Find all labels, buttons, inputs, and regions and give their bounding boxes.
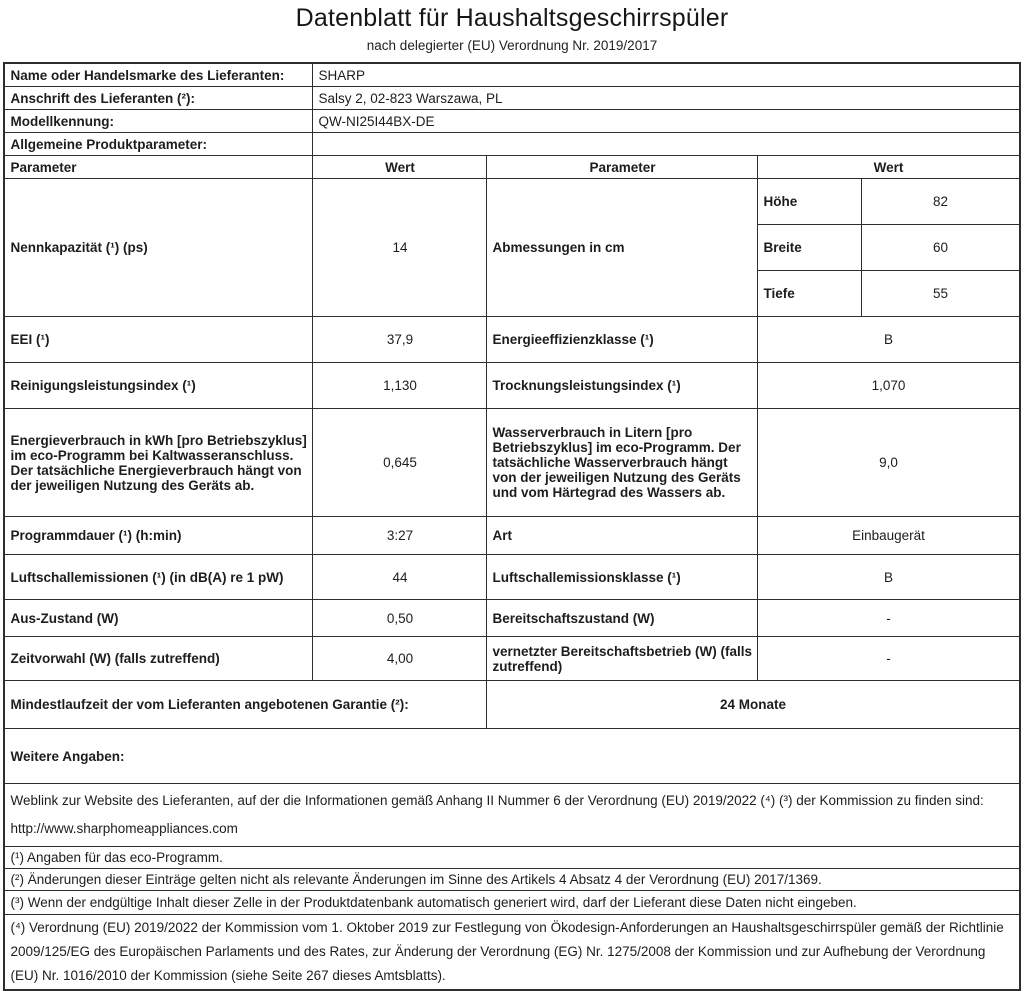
type-label: Art (487, 517, 758, 555)
footnote-3: (³) Wenn der endgültige Inhalt dieser Zelle in der Produktdatenbank automatisch generiert wird, darf der Lieferant diese Daten nicht eingeben. (5, 891, 1019, 915)
page-title: Datenblatt für Haushaltsgeschirrspüler (295, 4, 729, 32)
table-header-row (5, 156, 1019, 179)
cleaning-index-row (5, 363, 1019, 409)
noise-emission-value: 44 (313, 555, 487, 600)
programme-duration-value: 3:27 (313, 517, 487, 555)
programme-duration-row (5, 517, 1019, 555)
programme-duration-label: Programmdauer (¹) (h:min) (5, 517, 313, 555)
capacity-label: Nennkapazität (¹) (ps) (5, 179, 313, 317)
footnote-2-row (5, 869, 1019, 891)
delay-start-row (5, 637, 1019, 681)
off-mode-row (5, 600, 1019, 637)
energy-class-label: Energieeffizienzklasse (¹) (487, 317, 758, 363)
footnote-2: (²) Änderungen dieser Einträge gelten nicht als relevante Änderungen im Sinne des Artikels 4 Absatz 4 der Verordnung (EU) 2017/1369. (5, 869, 1019, 891)
page-subtitle: nach delegierter (EU) Verordnung Nr. 2019/2017 (366, 38, 658, 53)
header-wert-left: Wert (313, 156, 487, 179)
water-consumption-label: Wasserverbrauch in Litern [pro Betriebszyklus] im eco-Programm. Der tatsächliche Wasserverbrauch hängt von der jeweiligen Nutzung des Geräts und vom Härtegrad des Wassers ab. (487, 409, 758, 517)
header-parameter-right: Parameter (487, 156, 758, 179)
dimension-height-value: 82 (862, 179, 1019, 225)
datasheet-table (4, 63, 1019, 990)
further-info-row (5, 729, 1019, 784)
water-consumption-value: 9,0 (758, 409, 1019, 517)
header-parameter-left: Parameter (5, 156, 313, 179)
dimension-depth-label: Tiefe (758, 271, 862, 317)
weblink-text: Weblink zur Website des Lieferanten, auf der die Informationen gemäß Anhang II Nummer 6 der Verordnung (EU) 2019/2022 (⁴) (³) der Kommission zu finden sind: http://www.sharphomeappliances.com (5, 784, 1019, 847)
footnote-4-row (5, 915, 1019, 990)
standby-value: - (758, 600, 1019, 637)
footnote-3-row (5, 891, 1019, 915)
model-id-row (5, 110, 1019, 133)
dimensions-label: Abmessungen in cm (487, 179, 758, 317)
dimension-width-value: 60 (862, 225, 1019, 271)
off-mode-value: 0,50 (313, 600, 487, 637)
footnote-1-row (5, 847, 1019, 869)
cleaning-index-label: Reinigungsleistungsindex (¹) (5, 363, 313, 409)
model-id-label: Modellkennung: (5, 110, 313, 133)
model-id-value: QW-NI25I44BX-DE (313, 110, 1019, 133)
networked-standby-label: vernetzter Bereitschaftsbetrieb (W) (falls zutreffend) (487, 637, 758, 681)
energy-class-value: B (758, 317, 1019, 363)
eei-value: 37,9 (313, 317, 487, 363)
footnote-4: (⁴) Verordnung (EU) 2019/2022 der Kommission vom 1. Oktober 2019 zur Festlegung von Ökodesign-Anforderungen an Haushaltsgeschirrspüler gemäß der Richtlinie 2009/125/EG des Europäischen Parlaments und des Rates, zur Änderung der Verordnung (EG) Nr. 1275/2008 der Kommission und zur Aufhebung der Verordnung (EU) Nr. 1016/2010 der Kommission (siehe Seite 267 dieses Amtsblatts). (5, 915, 1019, 990)
supplier-name-row (5, 64, 1019, 87)
header-wert-right: Wert (758, 156, 1019, 179)
networked-standby-value: - (758, 637, 1019, 681)
further-info-label: Weitere Angaben: (5, 729, 1019, 784)
delay-start-label: Zeitvorwahl (W) (falls zutreffend) (5, 637, 313, 681)
capacity-dimensions-row (5, 179, 1019, 225)
energy-consumption-label: Energieverbrauch in kWh [pro Betriebszyklus] im eco-Programm bei Kaltwasseranschluss. Der tatsächliche Energieverbrauch hängt von der jeweiligen Nutzung des Geräts ab. (5, 409, 313, 517)
noise-row (5, 555, 1019, 600)
supplier-address-label: Anschrift des Lieferanten (²): (5, 87, 313, 110)
general-parameters-value (313, 133, 1019, 156)
noise-class-value: B (758, 555, 1019, 600)
guarantee-label: Mindestlaufzeit der vom Lieferanten angebotenen Garantie (²): (5, 681, 487, 729)
energy-consumption-value: 0,645 (313, 409, 487, 517)
dimension-height-label: Höhe (758, 179, 862, 225)
guarantee-row (5, 681, 1019, 729)
general-parameters-row (5, 133, 1019, 156)
weblink-row (5, 784, 1019, 847)
supplier-address-row (5, 87, 1019, 110)
delay-start-value: 4,00 (313, 637, 487, 681)
title-block (0, 0, 1024, 53)
capacity-value: 14 (313, 179, 487, 317)
eei-label: EEI (¹) (5, 317, 313, 363)
supplier-name-label: Name oder Handelsmarke des Lieferanten: (5, 64, 313, 87)
drying-index-label: Trocknungsleistungsindex (¹) (487, 363, 758, 409)
dimension-depth-value: 55 (862, 271, 1019, 317)
supplier-address-value: Salsy 2, 02-823 Warszawa, PL (313, 87, 1019, 110)
guarantee-value: 24 Monate (487, 681, 1019, 729)
drying-index-value: 1,070 (758, 363, 1019, 409)
general-parameters-label: Allgemeine Produktparameter: (5, 133, 313, 156)
cleaning-index-value: 1,130 (313, 363, 487, 409)
type-value: Einbaugerät (758, 517, 1019, 555)
noise-emission-label: Luftschallemissionen (¹) (in dB(A) re 1 pW) (5, 555, 313, 600)
supplier-name-value: SHARP (313, 64, 1019, 87)
eei-row (5, 317, 1019, 363)
energy-water-row (5, 409, 1019, 517)
off-mode-label: Aus-Zustand (W) (5, 600, 313, 637)
dimension-width-label: Breite (758, 225, 862, 271)
footnote-1: (¹) Angaben für das eco-Programm. (5, 847, 1019, 869)
noise-class-label: Luftschallemissionsklasse (¹) (487, 555, 758, 600)
standby-label: Bereitschaftszustand (W) (487, 600, 758, 637)
